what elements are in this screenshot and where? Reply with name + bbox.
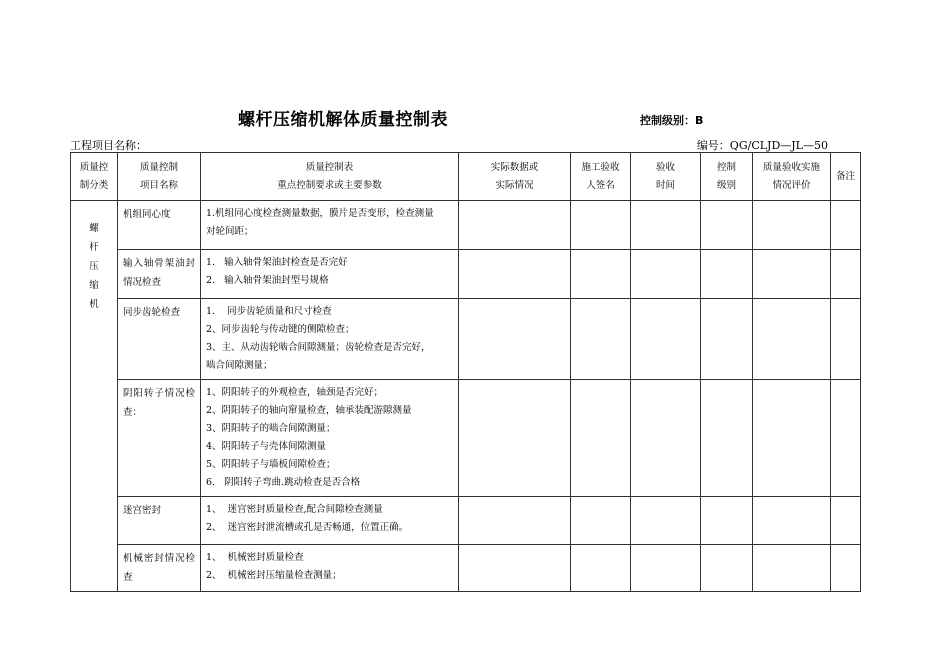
col-header-acceptance-time: 验收 时间 (631, 153, 701, 201)
time-cell[interactable] (631, 497, 701, 545)
evaluation-cell[interactable] (753, 299, 831, 380)
actual-data-cell[interactable] (459, 250, 571, 299)
actual-data-cell[interactable] (459, 201, 571, 250)
time-cell[interactable] (631, 250, 701, 299)
remarks-cell[interactable] (831, 250, 861, 299)
actual-data-cell[interactable] (459, 545, 571, 592)
evaluation-cell[interactable] (753, 380, 831, 497)
quality-control-table (70, 152, 861, 592)
remarks-cell[interactable] (831, 497, 861, 545)
table-row (71, 299, 861, 380)
level-cell[interactable] (701, 380, 753, 497)
signature-cell[interactable] (571, 250, 631, 299)
table-row (71, 380, 861, 497)
table-row (71, 545, 861, 592)
remarks-cell[interactable] (831, 545, 861, 592)
time-cell[interactable] (631, 299, 701, 380)
signature-cell[interactable] (571, 299, 631, 380)
signature-cell[interactable] (571, 497, 631, 545)
item-name: 机组同心度 (118, 201, 201, 250)
actual-data-cell[interactable] (459, 299, 571, 380)
signature-cell[interactable] (571, 201, 631, 250)
category-cell: 螺 杆 压 缩 机 (71, 201, 118, 592)
signature-cell[interactable] (571, 380, 631, 497)
signature-cell[interactable] (571, 545, 631, 592)
level-cell[interactable] (701, 201, 753, 250)
requirements-cell: 1.机组同心度检查测量数据，膜片是否变形，检查测量 对轮间距； (201, 201, 459, 250)
page-title: 螺杆压缩机解体质量控制表 (238, 110, 448, 130)
table-header-row (71, 153, 861, 201)
col-header-evaluation: 质量验收实施 情况评价 (753, 153, 831, 201)
actual-data-cell[interactable] (459, 380, 571, 497)
requirements-cell: 1、 机械密封质量检查 2、 机械密封压缩量检查测量； (201, 545, 459, 592)
remarks-cell[interactable] (831, 380, 861, 497)
item-name: 输入轴骨架油封情况检查 (118, 250, 201, 299)
actual-data-cell[interactable] (459, 497, 571, 545)
table-row (71, 250, 861, 299)
control-level: 控制级别：B (640, 114, 704, 127)
col-header-actual-data: 实际数据或 实际情况 (459, 153, 571, 201)
evaluation-cell[interactable] (753, 545, 831, 592)
requirements-cell: 1. 同步齿轮质量和尺寸检查 2、同步齿轮与传动键的侧隙检查； 3、主、从动齿轮啮合间隙测量；齿轮检查是否完好， 啮合间隙测量； (201, 299, 459, 380)
col-header-item: 质量控制 项目名称 (118, 153, 201, 201)
requirements-cell: 1、 迷宫密封质量检查,配合间隙检查测量 2、 迷宫密封泄流槽或孔是否畅通，位置正确。 (201, 497, 459, 545)
evaluation-cell[interactable] (753, 497, 831, 545)
level-cell[interactable] (701, 497, 753, 545)
col-header-inspector-signature: 施工验收 人签名 (571, 153, 631, 201)
col-header-requirements: 质量控制表 重点控制要求或主要参数 (201, 153, 459, 201)
document-number: 编号：QG/CLJD—JL—50 (696, 139, 828, 152)
col-header-category: 质量控 制分类 (71, 153, 118, 201)
evaluation-cell[interactable] (753, 201, 831, 250)
remarks-cell[interactable] (831, 299, 861, 380)
time-cell[interactable] (631, 201, 701, 250)
time-cell[interactable] (631, 380, 701, 497)
remarks-cell[interactable] (831, 201, 861, 250)
item-name: 阴阳转子情况检查： (118, 380, 201, 497)
col-header-remarks: 备注 (831, 153, 861, 201)
table-row (71, 201, 861, 250)
requirements-cell: 1、阴阳转子的外观检查，轴颈是否完好； 2、阴阳转子的轴向窜量检查，轴承装配游隙测量 3、阴阳转子的啮合间隙测量； 4、阴阳转子与壳体间隙测量 5、阴阳转子与墙板间隙检查； 6. 阴阳转子弯曲.跳动检查是否合格 (201, 380, 459, 497)
level-cell[interactable] (701, 545, 753, 592)
col-header-control-level: 控制 级别 (701, 153, 753, 201)
project-name-label: 工程项目名称： (70, 139, 147, 152)
item-name: 迷宫密封 (118, 497, 201, 545)
level-cell[interactable] (701, 299, 753, 380)
time-cell[interactable] (631, 545, 701, 592)
item-name: 机械密封情况检查 (118, 545, 201, 592)
requirements-cell: 1. 输入轴骨架油封检查是否完好 2. 输入轴骨架油封型号规格 (201, 250, 459, 299)
item-name: 同步齿轮检查 (118, 299, 201, 380)
table-row (71, 497, 861, 545)
evaluation-cell[interactable] (753, 250, 831, 299)
level-cell[interactable] (701, 250, 753, 299)
